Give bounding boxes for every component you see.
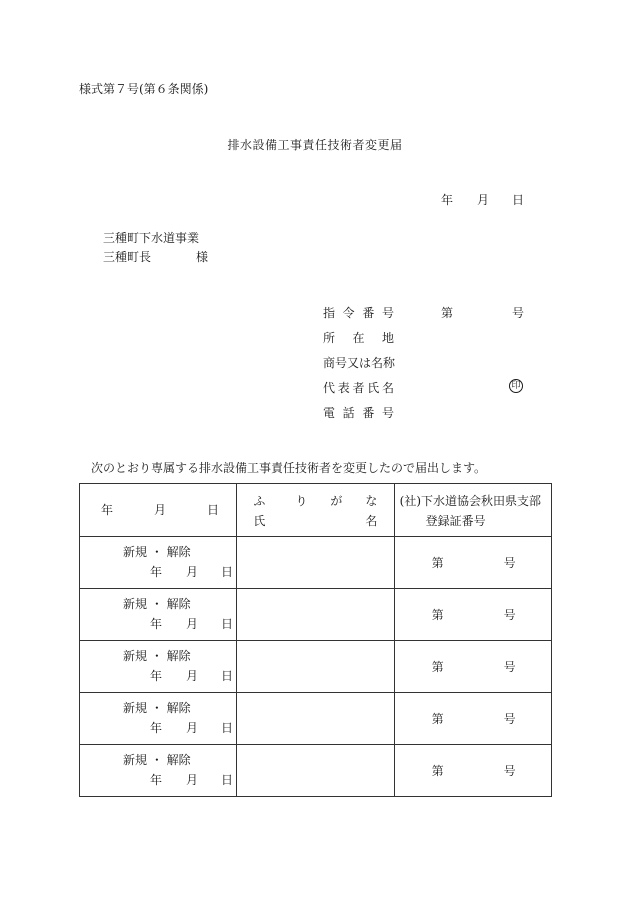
table-row xyxy=(80,745,552,797)
row-reg-suffix: 号 xyxy=(503,660,516,674)
header-furigana-4: な xyxy=(365,494,378,508)
row-month: 月 xyxy=(186,773,199,787)
header-furigana-2: り xyxy=(295,494,308,508)
address-label: 所在地 xyxy=(323,331,394,345)
table-row xyxy=(80,693,552,745)
row-name-cell[interactable] xyxy=(237,537,394,589)
addressee-line2: 三種町長 xyxy=(103,250,152,264)
form-number: 様式第７号(第６条関係) xyxy=(79,82,209,96)
row-month: 月 xyxy=(186,617,199,631)
row-reg-prefix: 第 xyxy=(431,660,444,674)
row-date-cell xyxy=(80,589,237,641)
header-date-cell xyxy=(80,484,237,537)
table-header-row xyxy=(80,484,552,537)
row-month: 月 xyxy=(186,565,199,579)
row-name-cell[interactable] xyxy=(237,693,394,745)
row-year: 年 xyxy=(150,773,163,787)
date-day: 日 xyxy=(512,193,525,207)
row-status: 新規 ・ 解除 xyxy=(123,545,191,559)
date-month: 月 xyxy=(477,193,490,207)
row-date-cell xyxy=(80,641,237,693)
row-date-cell xyxy=(80,745,237,797)
row-year: 年 xyxy=(150,721,163,735)
row-name-cell[interactable] xyxy=(237,589,394,641)
row-status: 新規 ・ 解除 xyxy=(123,649,191,663)
row-day: 日 xyxy=(221,669,234,683)
row-registration-cell xyxy=(394,641,551,693)
row-reg-suffix: 号 xyxy=(503,764,516,778)
date-year: 年 xyxy=(441,193,454,207)
row-name-cell[interactable] xyxy=(237,745,394,797)
header-name-1: 氏 xyxy=(253,514,266,528)
row-day: 日 xyxy=(221,565,234,579)
row-reg-suffix: 号 xyxy=(503,712,516,726)
row-date-cell xyxy=(80,537,237,589)
notice-text: 次のとおり専属する排水設備工事責任技術者を変更したので届出します。 xyxy=(91,461,487,475)
header-furigana-1: ふ xyxy=(253,494,266,508)
row-registration-cell xyxy=(394,537,551,589)
row-registration-cell xyxy=(394,693,551,745)
row-status: 新規 ・ 解除 xyxy=(123,753,191,767)
table-row xyxy=(80,641,552,693)
table-row xyxy=(80,589,552,641)
table-row xyxy=(80,537,552,589)
designation-number-label: 指令番号 xyxy=(323,306,394,320)
row-day: 日 xyxy=(221,721,234,735)
header-name-2: 名 xyxy=(365,514,378,528)
row-status: 新規 ・ 解除 xyxy=(123,597,191,611)
row-reg-prefix: 第 xyxy=(431,556,444,570)
row-reg-suffix: 号 xyxy=(503,608,516,622)
header-day: 日 xyxy=(207,503,220,517)
designation-prefix: 第 xyxy=(441,306,454,320)
row-registration-cell xyxy=(394,745,551,797)
row-name-cell[interactable] xyxy=(237,641,394,693)
row-year: 年 xyxy=(150,565,163,579)
header-month: 月 xyxy=(154,503,167,517)
row-reg-prefix: 第 xyxy=(431,608,444,622)
row-day: 日 xyxy=(221,773,234,787)
addressee-line1: 三種町下水道事業 xyxy=(103,231,200,245)
row-reg-prefix: 第 xyxy=(431,764,444,778)
header-association-line1: (社)下水道協会秋田県支部 xyxy=(399,494,542,508)
header-furigana-3: が xyxy=(330,494,343,508)
company-name-label: 商号又は名称 xyxy=(323,356,396,370)
header-year: 年 xyxy=(101,503,114,517)
addressee-honorific: 様 xyxy=(196,250,209,264)
row-reg-suffix: 号 xyxy=(503,556,516,570)
row-registration-cell xyxy=(394,589,551,641)
seal-icon: 印 xyxy=(509,379,523,393)
row-year: 年 xyxy=(150,617,163,631)
phone-label: 電話番号 xyxy=(323,406,394,420)
row-reg-prefix: 第 xyxy=(431,712,444,726)
document-title: 排水設備工事責任技術者変更届 xyxy=(227,138,403,152)
row-year: 年 xyxy=(150,669,163,683)
representative-label: 代表者氏名 xyxy=(323,381,394,395)
row-date-cell xyxy=(80,693,237,745)
header-association-cell xyxy=(394,484,551,537)
header-association-line2: 登録証番号 xyxy=(425,514,486,528)
designation-suffix: 号 xyxy=(512,306,525,320)
registration-table xyxy=(79,483,552,797)
row-month: 月 xyxy=(186,669,199,683)
row-day: 日 xyxy=(221,617,234,631)
row-status: 新規 ・ 解除 xyxy=(123,701,191,715)
row-month: 月 xyxy=(186,721,199,735)
header-name-cell xyxy=(237,484,394,537)
